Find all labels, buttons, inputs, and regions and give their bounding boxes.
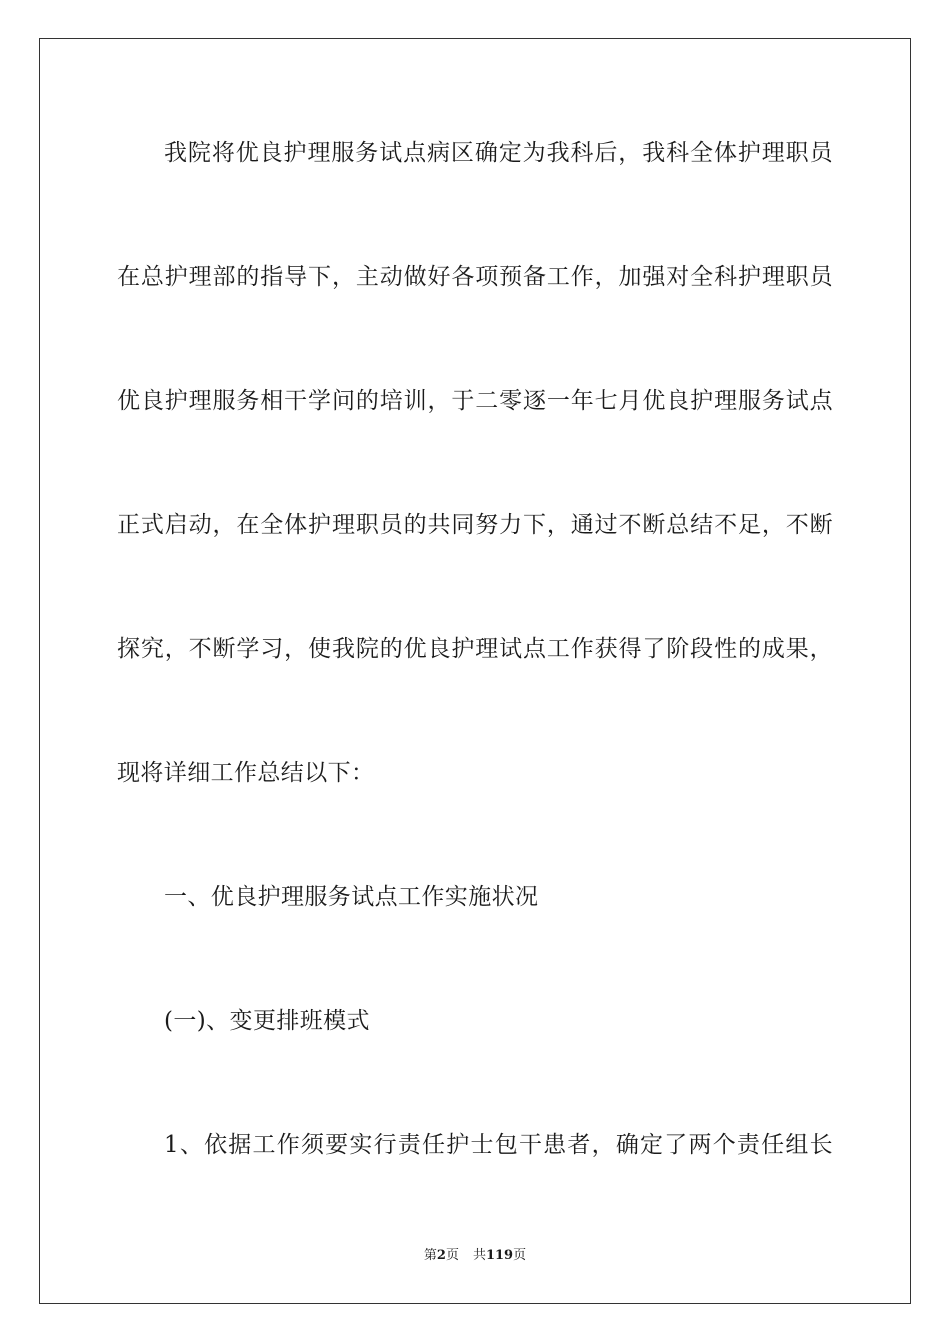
paragraph-line-6: 现将详细工作总结以下： xyxy=(117,760,375,786)
page-footer xyxy=(0,1247,950,1265)
footer-page-number: 2 xyxy=(436,1248,446,1263)
paragraph-line-4: 正式启动，在全体护理职员的共同努力下，通过不断总结不足，不断 xyxy=(117,512,833,538)
paragraph-line-1: 我院将优良护理服务试点病区确定为我科后，我科全体护理职员 xyxy=(164,140,833,166)
page-border xyxy=(39,38,911,1304)
subsection-heading: (一)、变更排班模式 xyxy=(164,1008,370,1034)
footer-page-prefix: 第 xyxy=(423,1248,437,1263)
paragraph-line-5: 探究，不断学习，使我院的优良护理试点工作获得了阶段性的成果， xyxy=(117,636,833,662)
footer-total-pages: 119 xyxy=(485,1248,514,1263)
list-item-1: 1、依据工作须要实行责任护士包干患者，确定了两个责任组长 xyxy=(164,1132,833,1158)
paragraph-line-3: 优良护理服务相干学问的培训，于二零逐一年七月优良护理服务试点 xyxy=(117,388,833,414)
footer-total-prefix: 共 xyxy=(472,1248,486,1263)
paragraph-line-2: 在总护理部的指导下，主动做好各项预备工作，加强对全科护理职员 xyxy=(117,264,833,290)
section-heading: 一、优良护理服务试点工作实施状况 xyxy=(164,884,539,910)
footer-total-suffix: 页 xyxy=(513,1248,527,1263)
footer-page-suffix: 页 xyxy=(445,1248,459,1263)
